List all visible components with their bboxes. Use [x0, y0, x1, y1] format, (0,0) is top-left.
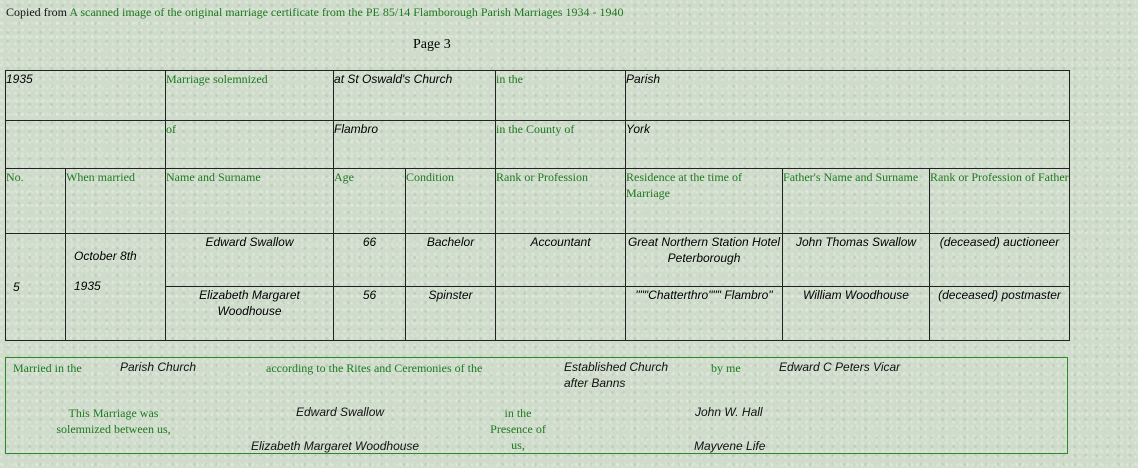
groom-age: 66	[334, 234, 406, 287]
groom-name: Edward Swallow	[166, 234, 334, 287]
groom-condition: Bachelor	[406, 234, 496, 287]
party-groom: Edward Swallow	[296, 405, 385, 419]
of-label: of	[166, 122, 177, 136]
bride-condition: Spinster	[406, 287, 496, 341]
header-prefix: Copied from	[6, 5, 67, 19]
county-value: York	[626, 122, 651, 136]
bride-name: Elizabeth Margaret Woodhouse	[166, 287, 334, 341]
source-link[interactable]: A scanned image of the original marriage certificate from the PE 85/14 Flamborough Parish Marriages 1934 - 1940	[69, 5, 624, 19]
by-me-label: by me	[711, 361, 741, 375]
married-in-label: Married in the	[13, 361, 82, 375]
church-place: at St Oswald's Church	[334, 72, 453, 86]
entry-number: 5	[13, 280, 20, 294]
col-father-rank: Rank or Profession of Father	[930, 169, 1070, 234]
presence-label: in the Presence of us,	[490, 406, 546, 452]
entry-year: 1935	[74, 279, 101, 293]
certificate-footer	[5, 357, 1068, 454]
col-no: No.	[6, 169, 66, 234]
county-label: in the County of	[496, 122, 575, 136]
bride-rank	[496, 287, 626, 341]
col-father: Father's Name and Surname	[783, 169, 930, 234]
col-when: When married	[66, 169, 166, 234]
groom-rank: Accountant	[496, 234, 626, 287]
married-in-value: Parish Church	[120, 360, 197, 374]
witness-1: John W. Hall	[695, 405, 763, 419]
in-the-label: in the	[496, 72, 524, 86]
marriage-solemnized-label: Marriage solemnized	[166, 72, 268, 86]
town-value: Flambro	[334, 122, 379, 136]
entry-date: October 8th	[74, 249, 137, 263]
bride-father: William Woodhouse	[783, 287, 930, 341]
party-bride: Elizabeth Margaret Woodhouse	[251, 439, 420, 453]
groom-father-rank: (deceased) auctioneer	[930, 234, 1070, 287]
solemnized-label: This Marriage was solemnized between us,	[56, 406, 171, 436]
register-year: 1935	[6, 72, 33, 86]
col-residence: Residence at the time of Marriage	[626, 169, 783, 234]
bride-age: 56	[334, 287, 406, 341]
groom-residence: Great Northern Station Hotel Peterborough	[626, 234, 783, 287]
col-rank: Rank or Profession	[496, 169, 626, 234]
witness-2: Mayvene Life	[694, 439, 766, 453]
rites-label: according to the Rites and Ceremonies of the	[266, 361, 483, 375]
col-condition: Condition	[406, 169, 496, 234]
header-line	[6, 5, 624, 20]
page-label: Page 3	[413, 37, 451, 52]
rites-value: Established Church after Banns	[564, 360, 669, 390]
parish-value: Parish	[626, 72, 661, 86]
bride-residence: """Chatterthro""" Flambro"	[626, 287, 783, 341]
bride-father-rank: (deceased) postmaster	[930, 287, 1070, 341]
groom-father: John Thomas Swallow	[783, 234, 930, 287]
register-table	[5, 70, 1070, 341]
col-age: Age	[334, 169, 406, 234]
col-name: Name and Surname	[166, 169, 334, 234]
by-me-value: Edward C Peters Vicar	[779, 360, 901, 374]
